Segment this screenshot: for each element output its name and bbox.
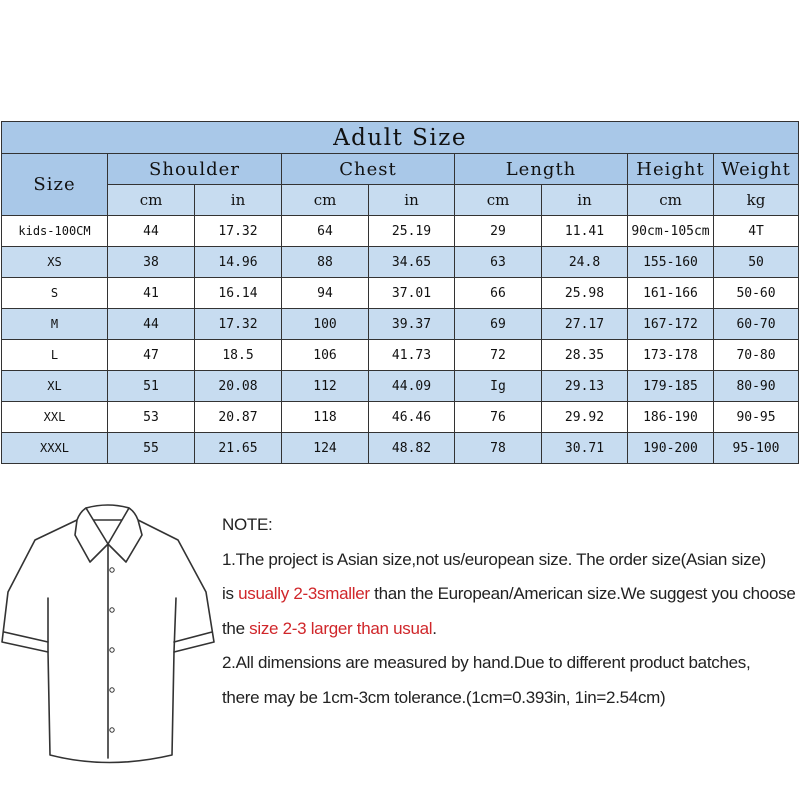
size-column-header: Size: [2, 154, 108, 216]
size-note: [222, 508, 800, 715]
table-row: [2, 340, 799, 371]
size-label-cell: XS: [2, 247, 108, 278]
length-header: Length: [455, 154, 628, 185]
table-cell: 72: [455, 340, 542, 371]
table-row: [2, 371, 799, 402]
table-cell: 50: [714, 247, 799, 278]
unit-cell: in: [542, 185, 628, 216]
table-cell: 24.8: [542, 247, 628, 278]
table-cell: 28.35: [542, 340, 628, 371]
note-line-5: there may be 1cm-3cm tolerance.(1cm=0.393in, 1in=2.54cm): [222, 687, 666, 707]
size-label-cell: XXXL: [2, 433, 108, 464]
table-cell: 118: [282, 402, 369, 433]
table-cell: 51: [108, 371, 195, 402]
table-row: [2, 216, 799, 247]
table-cell: 70-80: [714, 340, 799, 371]
table-cell: 44.09: [369, 371, 455, 402]
note-text: than the European/American size.We suggest you choose: [369, 584, 796, 603]
table-cell: 14.96: [195, 247, 282, 278]
table-row: [2, 278, 799, 309]
note-line-1: 1.The project is Asian size,not us/european size. The order size(Asian size): [222, 549, 766, 569]
table-cell: 124: [282, 433, 369, 464]
table-cell: 69: [455, 309, 542, 340]
table-cell: 21.65: [195, 433, 282, 464]
table-cell: 90-95: [714, 402, 799, 433]
note-line-3: [222, 612, 800, 647]
table-cell: 186-190: [628, 402, 714, 433]
note-text: the: [222, 618, 250, 638]
unit-cell: kg: [714, 185, 799, 216]
table-cell: 37.01: [369, 278, 455, 309]
table-row: [2, 309, 799, 340]
size-label-cell: XXL: [2, 402, 108, 433]
table-cell: 64: [282, 216, 369, 247]
unit-cell: cm: [108, 185, 195, 216]
note-highlight: usually 2-3smaller: [238, 584, 370, 603]
table-cell: 48.82: [369, 433, 455, 464]
table-cell: Ig: [455, 371, 542, 402]
table-cell: 27.17: [542, 309, 628, 340]
table-row: [2, 402, 799, 433]
table-cell: 190-200: [628, 433, 714, 464]
table-cell: 106: [282, 340, 369, 371]
table-cell: 90cm-105cm: [628, 216, 714, 247]
table-cell: 50-60: [714, 278, 799, 309]
size-label-cell: M: [2, 309, 108, 340]
table-cell: 30.71: [542, 433, 628, 464]
unit-cell: cm: [455, 185, 542, 216]
unit-cell: in: [369, 185, 455, 216]
table-cell: 55: [108, 433, 195, 464]
table-cell: 38: [108, 247, 195, 278]
table-cell: 161-166: [628, 278, 714, 309]
table-cell: 39.37: [369, 309, 455, 340]
note-highlight: size 2-3 larger than usual: [249, 618, 433, 638]
table-cell: 78: [455, 433, 542, 464]
note-heading: NOTE:: [222, 515, 273, 534]
note-text: is: [222, 584, 239, 603]
table-cell: 34.65: [369, 247, 455, 278]
table-cell: 41: [108, 278, 195, 309]
table-row: [2, 247, 799, 278]
table-cell: 95-100: [714, 433, 799, 464]
table-title: Adult Size: [2, 122, 799, 154]
table-cell: 18.5: [195, 340, 282, 371]
shoulder-header: Shoulder: [108, 154, 282, 185]
size-label-cell: XL: [2, 371, 108, 402]
size-label-cell: S: [2, 278, 108, 309]
table-cell: 53: [108, 402, 195, 433]
note-text: .: [432, 618, 437, 638]
table-cell: 41.73: [369, 340, 455, 371]
table-cell: 167-172: [628, 309, 714, 340]
table-cell: 20.87: [195, 402, 282, 433]
table-cell: 17.32: [195, 216, 282, 247]
table-cell: 60-70: [714, 309, 799, 340]
table-cell: 155-160: [628, 247, 714, 278]
unit-cell: cm: [282, 185, 369, 216]
table-cell: 29.13: [542, 371, 628, 402]
table-cell: 4T: [714, 216, 799, 247]
table-cell: 25.98: [542, 278, 628, 309]
weight-header: Weight: [714, 154, 799, 185]
table-cell: 16.14: [195, 278, 282, 309]
unit-cell: in: [195, 185, 282, 216]
table-row: [2, 433, 799, 464]
table-cell: 173-178: [628, 340, 714, 371]
table-cell: 88: [282, 247, 369, 278]
table-cell: 17.32: [195, 309, 282, 340]
height-header: Height: [628, 154, 714, 185]
table-cell: 44: [108, 216, 195, 247]
size-label-cell: L: [2, 340, 108, 371]
table-cell: 29: [455, 216, 542, 247]
chest-header: Chest: [282, 154, 455, 185]
table-body: [2, 216, 799, 464]
table-cell: 46.46: [369, 402, 455, 433]
size-label-cell: kids-100CM: [2, 216, 108, 247]
table-cell: 179-185: [628, 371, 714, 402]
table-cell: 29.92: [542, 402, 628, 433]
table-cell: 94: [282, 278, 369, 309]
table-cell: 25.19: [369, 216, 455, 247]
size-chart-table: [1, 121, 799, 464]
table-cell: 80-90: [714, 371, 799, 402]
table-cell: 100: [282, 309, 369, 340]
table-cell: 47: [108, 340, 195, 371]
table-cell: 112: [282, 371, 369, 402]
note-line-4: 2.All dimensions are measured by hand.Due to different product batches,: [222, 653, 751, 672]
table-cell: 11.41: [542, 216, 628, 247]
short-sleeve-shirt-icon: [0, 500, 215, 770]
table-cell: 76: [455, 402, 542, 433]
table-cell: 63: [455, 247, 542, 278]
unit-cell: cm: [628, 185, 714, 216]
table-cell: 44: [108, 309, 195, 340]
note-line-2: [222, 577, 800, 612]
table-cell: 20.08: [195, 371, 282, 402]
table-cell: 66: [455, 278, 542, 309]
